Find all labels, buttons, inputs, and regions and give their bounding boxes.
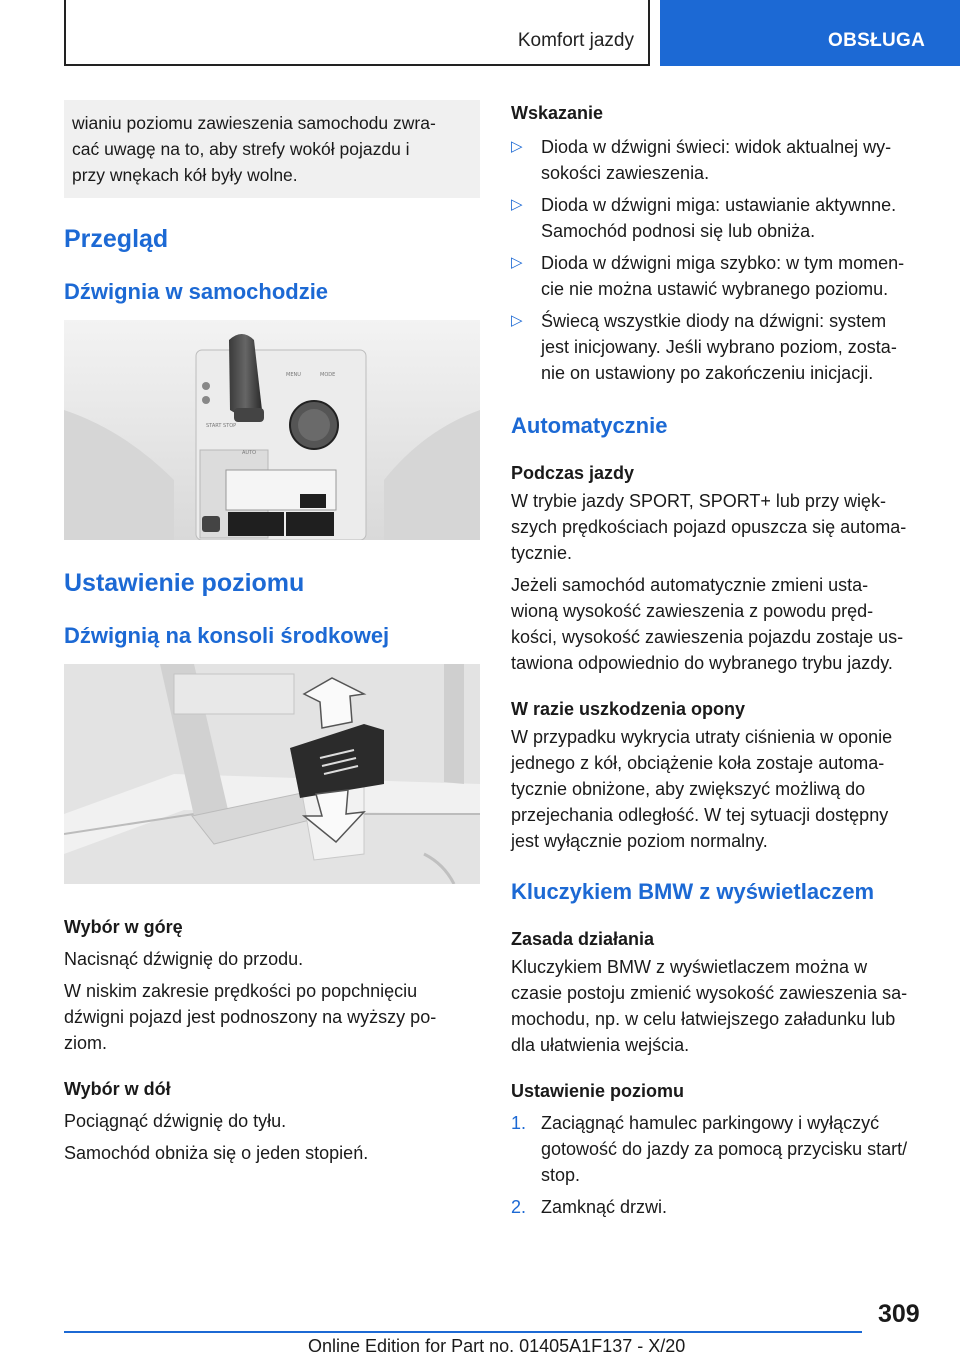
text-line: przejechania odległość. W tej sytuacji dostępny: [511, 805, 889, 825]
text-line: wioną wysokość zawieszenia z powodu pręd-: [511, 601, 874, 621]
text-line: nie on ustawiony po zakończeniu inicjacji.: [541, 363, 874, 383]
text-line: ziom.: [64, 1033, 108, 1053]
text-line: jednego z kół, obciążenie koła zostaje automa-: [511, 753, 885, 773]
text-line: tycznie.: [511, 543, 573, 563]
text-line: W trybie jazdy SPORT, SPORT+ lub przy więk-: [511, 491, 886, 511]
level-switch-image: [64, 664, 480, 884]
step-number: 2.: [511, 1197, 527, 1217]
menu-label: MENU: [286, 372, 301, 378]
text-line: czasie postoju zmienić wysokość zawieszenia sa-: [511, 983, 908, 1003]
note-line: przy wnękach kół były wolne.: [72, 165, 298, 185]
left-column: [64, 100, 480, 1166]
up-explanation: [64, 978, 480, 1056]
heading-indication: Wskazanie: [511, 103, 604, 123]
auto-p-label: AUTO: [242, 450, 257, 456]
heading-level-setting: Ustawienie poziomu: [64, 569, 305, 597]
triangle-bullet-icon: ▷: [511, 138, 523, 155]
list-item: [511, 134, 927, 186]
heading-up: Wybór w górę: [64, 917, 183, 937]
heading-lever-console: Dźwignią na konsoli środkowej: [64, 623, 390, 648]
text-line: cie nie można ustawić wybranego poziomu.: [541, 279, 889, 299]
driving-paragraph-2: [511, 572, 927, 676]
note-line: wianiu poziomu zawieszenia samochodu zwra-: [72, 113, 436, 133]
text-line: Dioda w dźwigni świeci: widok aktualnej wy-: [541, 137, 892, 157]
text-line: Zamknąć drzwi.: [541, 1197, 668, 1217]
text-line: Samochód podnosi się lub obniża.: [541, 221, 816, 241]
heading-principle: Zasada działania: [511, 929, 655, 949]
text-line: Świecą wszystkie diody na dźwigni: system: [541, 311, 887, 331]
heading-overview: Przegląd: [64, 225, 169, 253]
heading-while-driving: Podczas jazdy: [511, 463, 635, 483]
text-line: szych prędkościach pojazd opuszcza się automa-: [511, 517, 907, 537]
warning-note-continued: [64, 100, 480, 198]
text-line: stop.: [541, 1165, 581, 1185]
heading-automatic: Automatycznie: [511, 413, 668, 438]
text-line: Dioda w dźwigni miga szybko: w tym momen-: [541, 253, 905, 273]
text-line: dźwigni pojazd jest podnoszony na wyższy po-: [64, 1007, 437, 1027]
text-line: kości, wysokość zawieszenia pojazdu zostaje us-: [511, 627, 904, 647]
text-line: Kluczykiem BMW z wyświetlaczem można w: [511, 957, 868, 977]
text-line: gotowość do jazdy za pomocą przycisku start/: [541, 1139, 908, 1159]
triangle-bullet-icon: ▷: [511, 196, 523, 213]
heading-down: Wybór w dół: [64, 1079, 171, 1099]
heading-display-key: Kluczykiem BMW z wyświetlaczem: [511, 879, 875, 904]
text-line: dla ułatwienia wejścia.: [511, 1035, 690, 1055]
text-line: mochodu, np. w celu łatwiejszego załadunku lub: [511, 1009, 896, 1029]
list-item: [511, 1110, 927, 1188]
text-line: tawiona odpowiednio do wybranego trybu jazdy.: [511, 653, 893, 673]
center-console-image: [64, 320, 480, 540]
mode-label: MODE: [320, 372, 336, 378]
section-title: Komfort jazdy: [517, 30, 634, 51]
note-line: cać uwagę na to, aby strefy wokół pojazdu i: [72, 139, 410, 159]
text-line: W niskim zakresie prędkości po popchnięciu: [64, 981, 418, 1001]
down-instruction: Pociągnąć dźwignię do tyłu.: [64, 1111, 287, 1131]
tire-paragraph: [511, 724, 927, 854]
chapter-tab[interactable]: [660, 0, 960, 66]
text-line: tycznie obniżone, aby zwiększyć możliwą do: [511, 779, 866, 799]
list-item: [511, 308, 927, 386]
text-line: jest inicjowany. Jeśli wybrano poziom, zosta-: [541, 337, 897, 357]
right-column: [511, 100, 927, 1220]
footer-divider: [64, 1331, 862, 1333]
heading-tire-damage: W razie uszkodzenia opony: [511, 699, 746, 719]
text-line: W przypadku wykrycia utraty ciśnienia w oponie: [511, 727, 893, 747]
step-number: 1.: [511, 1113, 527, 1133]
text-line: sokości zawieszenia.: [541, 163, 710, 183]
triangle-bullet-icon: ▷: [511, 254, 523, 271]
edition-footer: Online Edition for Part no. 01405A1F137 - X/20: [308, 1336, 686, 1356]
text-line: Zaciągnąć hamulec parkingowy i wyłączyć: [541, 1113, 880, 1133]
list-item: [511, 1194, 927, 1220]
heading-level-setting-key: Ustawienie poziomu: [511, 1081, 685, 1101]
triangle-bullet-icon: ▷: [511, 312, 523, 329]
up-instruction: Nacisnąć dźwignię do przodu.: [64, 949, 304, 969]
chapter-tab-label: OBSŁUGA: [828, 30, 926, 51]
driving-paragraph-1: [511, 488, 927, 566]
text-line: Jeżeli samochód automatycznie zmieni usta-: [511, 575, 869, 595]
header-section-box: [64, 0, 650, 66]
text-line: Dioda w dźwigni miga: ustawianie aktywnne.: [541, 195, 897, 215]
list-item: [511, 250, 927, 302]
list-item: [511, 192, 927, 244]
heading-lever-in-car: Dźwignia w samochodzie: [64, 279, 329, 304]
start-stop-label: START STOP: [206, 423, 237, 429]
text-line: jest wyłącznie poziom normalny.: [511, 831, 768, 851]
page-number: 309: [878, 1300, 920, 1328]
down-explanation: Samochód obniża się o jeden stopień.: [64, 1143, 369, 1163]
principle-paragraph: [511, 954, 927, 1058]
